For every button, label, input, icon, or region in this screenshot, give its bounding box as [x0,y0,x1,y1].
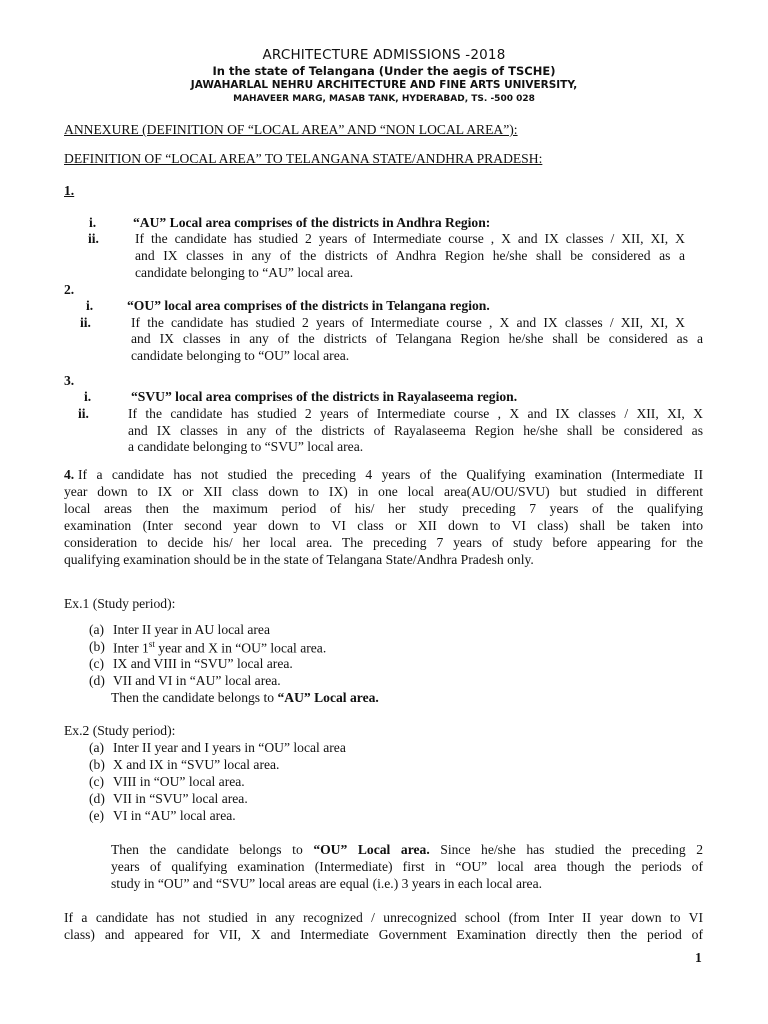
document-title: ARCHITECTURE ADMISSIONS -2018 [262,47,506,63]
annexure-heading: ANNEXURE (DEFINITION OF “LOCAL AREA” AND “NON LOCAL AREA”): [64,122,518,137]
item-marker: i. [89,215,97,230]
example-label: Ex.2 (Study period): [64,723,176,738]
list-marker: (c) [89,774,105,789]
list-item [113,639,326,657]
list-item: Inter II year in AU local area [113,622,270,637]
list-marker: (a) [89,622,105,637]
item-heading: “AU” Local area comprises of the districts in Andhra Region: [133,215,491,230]
list-item-text: Inter 1 [113,640,149,656]
paragraph-line: local areas then the maximum period of his/ her study preceding 7 years of the qualifying [64,501,703,516]
example-label: Ex.1 (Study period): [64,596,176,611]
ordinal-suffix: st [148,639,155,649]
paragraph-line: class) and appeared for VII, X and Intermediate Government Examination directly then the period of [64,927,703,942]
item-heading: “OU” local area comprises of the districts in Telangana region. [127,298,490,313]
definition-heading: DEFINITION OF “LOCAL AREA” TO TELANGANA STATE/ANDHRA PRADESH: [64,151,543,166]
page-number: 1 [695,950,702,965]
example-conclusion [111,690,379,706]
item-marker: ii. [78,406,89,421]
section-number: 3. [64,373,75,388]
conclusion-line: years of qualifying examination (Intermediate) first in “OU” local area though the periods of [111,859,703,874]
paragraph-number: 4. [64,467,75,482]
university-address: MAHAVEER MARG, MASAB TANK, HYDERABAD, TS. -500 028 [233,94,535,104]
item-text-line: If the candidate has studied 2 years of Intermediate course , X and IX classes / XII, XI, X [128,406,703,421]
item-marker: ii. [80,315,91,330]
section-number: 2. [64,282,75,297]
item-text-line: a candidate belonging to “SVU” local area. [128,439,364,454]
list-marker: (b) [89,757,105,772]
list-marker: (d) [89,673,105,688]
item-marker: ii. [88,231,99,246]
document-subtitle: In the state of Telangana (Under the aegis of TSCHE) [212,64,556,78]
conclusion-result: “AU” Local area. [277,690,379,705]
list-item: X and IX in “SVU” local area. [113,757,280,772]
item-text-line: and IX classes in any of the districts of Rayalaseema Region he/she shall be considered as [128,423,703,438]
paragraph-line: year down to IX or XII class down to IX) in one local area(AU/OU/SVU) but studied in different [64,484,703,499]
paragraph-line: If a candidate has not studied in any recognized / unrecognized school (from Inter II year down to VI [64,910,703,925]
conclusion-text: Then the candidate belongs to [111,690,278,705]
list-item: IX and VIII in “SVU” local area. [113,656,293,671]
item-text-line: candidate belonging to “AU” local area. [135,265,354,280]
item-text-line: and IX classes in any of the districts of Telangana Region he/she shall be considered as a [131,331,703,346]
conclusion-text: Since he/she has studied the preceding 2 [429,842,703,857]
paragraph-line: consideration to decide his/ her local area. The preceding 7 years of study before appearing for the [64,535,703,550]
item-marker: i. [86,298,94,313]
item-text-line: If the candidate has studied 2 years of Intermediate course , X and IX classes / XII, XI, X [135,231,685,246]
conclusion-result: “OU” Local area. [313,842,430,857]
item-text-line: and IX classes in any of the districts of Andhra Region he/she shall be considered as a [135,248,685,263]
example-conclusion [111,842,703,858]
list-marker: (a) [89,740,105,755]
item-marker: i. [84,389,92,404]
list-marker: (e) [89,808,105,823]
list-item: Inter II year and I years in “OU” local area [113,740,346,755]
paragraph-line: If a candidate has not studied the preceding 4 years of the Qualifying examination (Intermediate II [78,467,703,482]
university-name: JAWAHARLAL NEHRU ARCHITECTURE AND FINE ARTS UNIVERSITY, [190,79,578,91]
list-marker: (c) [89,656,105,671]
paragraph-line: qualifying examination should be in the state of Telangana State/Andhra Pradesh only. [64,552,534,567]
conclusion-line: study in “OU” and “SVU” local areas are equal (i.e.) 3 years in each local area. [111,876,543,891]
list-item: VII and VI in “AU” local area. [113,673,281,688]
list-marker: (d) [89,791,105,806]
item-text-line: If the candidate has studied 2 years of Intermediate course , X and IX classes / XII, XI, X [131,315,685,330]
list-item: VII in “SVU” local area. [113,791,248,806]
item-text-line: candidate belonging to “OU” local area. [131,348,350,363]
list-item-text: year and X in “OU” local area. [154,640,327,656]
section-number: 1. [64,183,75,198]
list-marker: (b) [89,639,105,654]
item-heading: “SVU” local area comprises of the districts in Rayalaseema region. [131,389,518,404]
conclusion-text: Then the candidate belongs to [111,842,314,857]
list-item: VIII in “OU” local area. [113,774,245,789]
paragraph-line: examination (Inter second year down to VI class or XII down to VI class) shall be taken into [64,518,703,533]
list-item: VI in “AU” local area. [113,808,236,823]
